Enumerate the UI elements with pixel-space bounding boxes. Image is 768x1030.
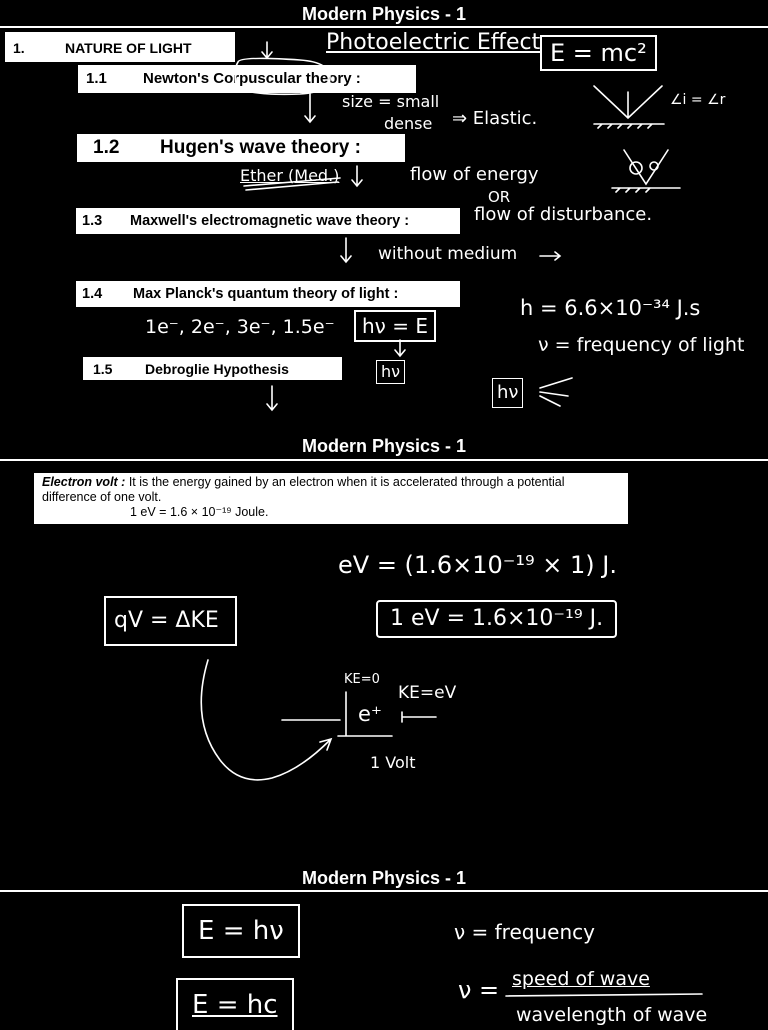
section-num: 1. xyxy=(13,40,25,56)
note-speed: speed of wave xyxy=(512,968,650,990)
note-wavelength: wavelength of wave xyxy=(516,1004,708,1026)
section-num: 1.1 xyxy=(86,70,107,87)
note-flow-disturbance: flow of disturbance. xyxy=(474,204,653,225)
note-ev-box: 1 eV = 1.6×10⁻¹⁹ J. xyxy=(376,600,617,638)
note-e-hv: E = hν xyxy=(182,904,300,958)
note-or: OR xyxy=(488,188,511,206)
section-label: Debroglie Hypothesis xyxy=(145,361,289,377)
note-e-hc: E = hc xyxy=(176,978,294,1030)
note-ev-eq: eV = (1.6×10⁻¹⁹ × 1) J. xyxy=(338,551,617,579)
note-size: size = small xyxy=(342,92,440,111)
section-label: NATURE OF LIGHT xyxy=(65,40,192,56)
note-volt: 1 Volt xyxy=(370,753,416,772)
note-hv: hν xyxy=(376,360,405,384)
note-hv-2: hν xyxy=(492,378,523,408)
definition-text: It is the energy gained by an electron when it is accelerated through a potential difference of one volt. xyxy=(42,475,565,504)
note-eplus: e⁺ xyxy=(358,702,383,726)
note-ke0: KE=0 xyxy=(344,672,380,687)
section-num: 1.2 xyxy=(93,137,120,158)
section-label: Maxwell's electromagnetic wave theory : xyxy=(130,213,410,229)
definition-term: Electron volt : xyxy=(42,475,126,489)
note-without-medium: without medium xyxy=(378,244,518,264)
note-hv-e: hν = E xyxy=(354,310,436,342)
note-ether: Ether (Med.) xyxy=(240,166,340,185)
section-num: 1.3 xyxy=(82,213,103,229)
section-num: 1.5 xyxy=(93,361,113,377)
note-photoelectric: Photoelectric Effect xyxy=(326,30,541,55)
section-num: 1.4 xyxy=(82,286,103,302)
section-label: Newton's Corpuscular theory : xyxy=(143,70,361,87)
note-charges: 1e⁻, 2e⁻, 3e⁻, 1.5e⁻ xyxy=(145,316,335,338)
slide-3-title: Modern Physics - 1 xyxy=(301,868,467,888)
note-ir: ∠i = ∠r xyxy=(670,92,726,108)
definition-formula: 1 eV = 1.6 × 10⁻¹⁹ Joule. xyxy=(130,505,269,519)
note-flow-energy: flow of energy xyxy=(410,164,539,185)
note-nu-lhs: ν = xyxy=(458,976,500,1004)
note-qv: qV = ΔKE xyxy=(104,596,237,646)
note-elastic: ⇒ Elastic. xyxy=(452,108,538,129)
note-dense: dense xyxy=(384,114,433,133)
section-label: Hugen's wave theory : xyxy=(160,137,361,158)
note-nu-frequency-2: ν = frequency xyxy=(454,920,595,944)
note-planck: h = 6.6×10⁻³⁴ J.s xyxy=(520,296,701,320)
note-nu-frequency: ν = frequency of light xyxy=(538,334,745,356)
section-label: Max Planck's quantum theory of light : xyxy=(133,286,399,302)
slide-2-title: Modern Physics - 1 xyxy=(301,436,467,456)
note-emc2: E = mc² xyxy=(540,35,657,71)
slide-1-title: Modern Physics - 1 xyxy=(301,4,467,24)
note-ke-ev: KE=eV xyxy=(398,683,457,703)
